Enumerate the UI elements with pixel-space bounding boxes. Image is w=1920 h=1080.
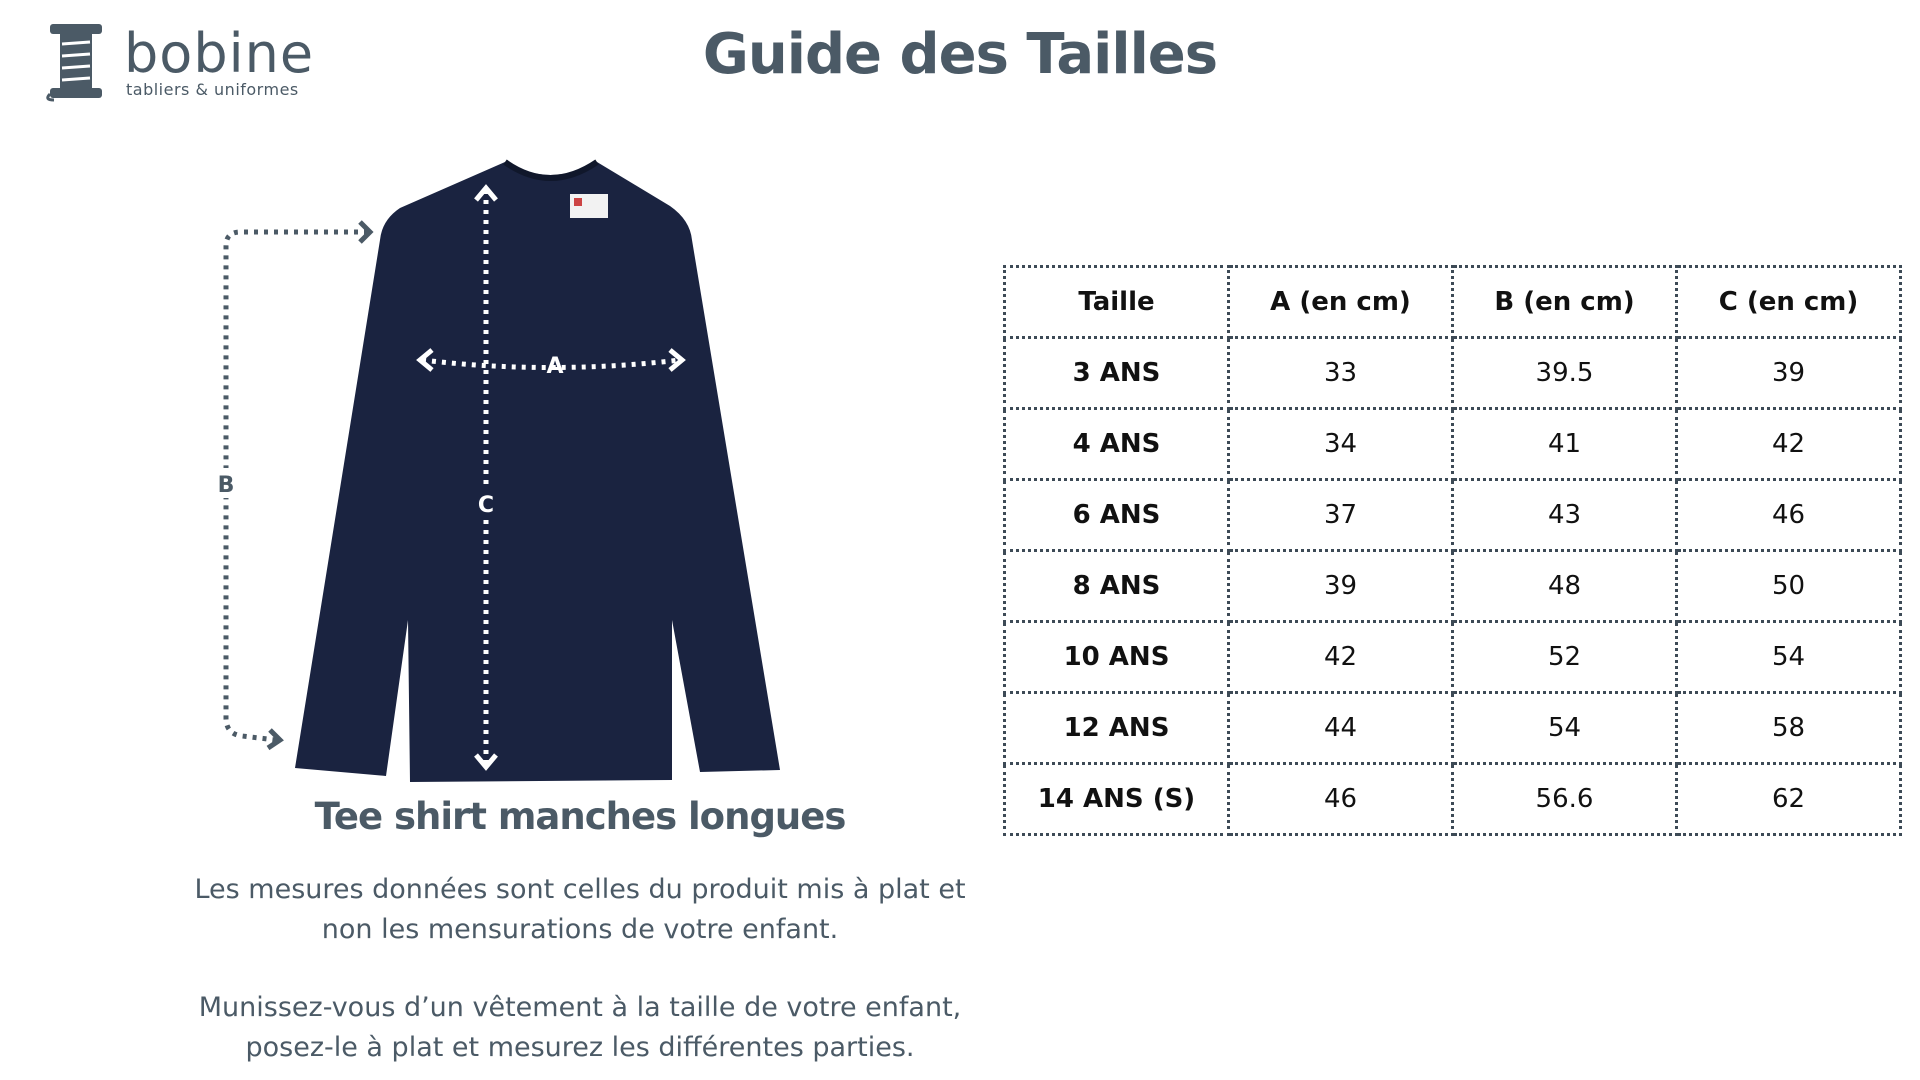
- table-row: [1005, 764, 1901, 835]
- cell-a: 44: [1229, 693, 1453, 764]
- note-line: Munissez-vous d’un vêtement à la taille de votre enfant,: [198, 992, 962, 1023]
- table-row: [1005, 551, 1901, 622]
- cell-c: 58: [1677, 693, 1901, 764]
- cell-c: 62: [1677, 764, 1901, 835]
- cell-b: 41: [1453, 409, 1677, 480]
- cell-b: 39.5: [1453, 338, 1677, 409]
- label-b: B: [217, 473, 235, 498]
- cell-b: 48: [1453, 551, 1677, 622]
- cell-a: 37: [1229, 480, 1453, 551]
- cell-size: 8 ANS: [1005, 551, 1229, 622]
- cell-a: 33: [1229, 338, 1453, 409]
- cell-a: 46: [1229, 764, 1453, 835]
- cell-b: 54: [1453, 693, 1677, 764]
- cell-size: 4 ANS: [1005, 409, 1229, 480]
- label-a: A: [546, 354, 564, 379]
- page-title: Guide des Tailles: [702, 22, 1218, 87]
- cell-c: 50: [1677, 551, 1901, 622]
- cell-c: 39: [1677, 338, 1901, 409]
- table-row: [1005, 338, 1901, 409]
- garment-illustration: [200, 150, 920, 790]
- table-row: [1005, 693, 1901, 764]
- note-line: Les mesures données sont celles du produit mis à plat et: [194, 874, 966, 905]
- measurement-note: [160, 870, 1000, 950]
- cell-a: 34: [1229, 409, 1453, 480]
- header-taille: Taille: [1005, 267, 1229, 338]
- header-b: B (en cm): [1453, 267, 1677, 338]
- cell-b: 52: [1453, 622, 1677, 693]
- header-a: A (en cm): [1229, 267, 1453, 338]
- header-c: C (en cm): [1677, 267, 1901, 338]
- size-table: [1003, 265, 1902, 836]
- product-name: Tee shirt manches longues: [314, 795, 846, 838]
- cell-size: 14 ANS (S): [1005, 764, 1229, 835]
- tee-shirt-shape: [295, 162, 780, 782]
- note-line: posez-le à plat et mesurez les différentes parties.: [245, 1032, 915, 1063]
- cell-a: 42: [1229, 622, 1453, 693]
- table-header-row: [1005, 267, 1901, 338]
- cell-size: 6 ANS: [1005, 480, 1229, 551]
- table-row: [1005, 622, 1901, 693]
- brand-name: bobine: [124, 22, 315, 85]
- cell-size: 3 ANS: [1005, 338, 1229, 409]
- cell-b: 56.6: [1453, 764, 1677, 835]
- cell-c: 46: [1677, 480, 1901, 551]
- cell-size: 12 ANS: [1005, 693, 1229, 764]
- cell-c: 42: [1677, 409, 1901, 480]
- instruction-note: [160, 988, 1000, 1068]
- brand-tagline: tabliers & uniformes: [126, 80, 299, 99]
- table-row: [1005, 480, 1901, 551]
- label-c: C: [477, 493, 495, 518]
- cell-a: 39: [1229, 551, 1453, 622]
- cell-c: 54: [1677, 622, 1901, 693]
- table-row: [1005, 409, 1901, 480]
- cell-b: 43: [1453, 480, 1677, 551]
- cell-size: 10 ANS: [1005, 622, 1229, 693]
- note-line: non les mensurations de votre enfant.: [321, 914, 839, 945]
